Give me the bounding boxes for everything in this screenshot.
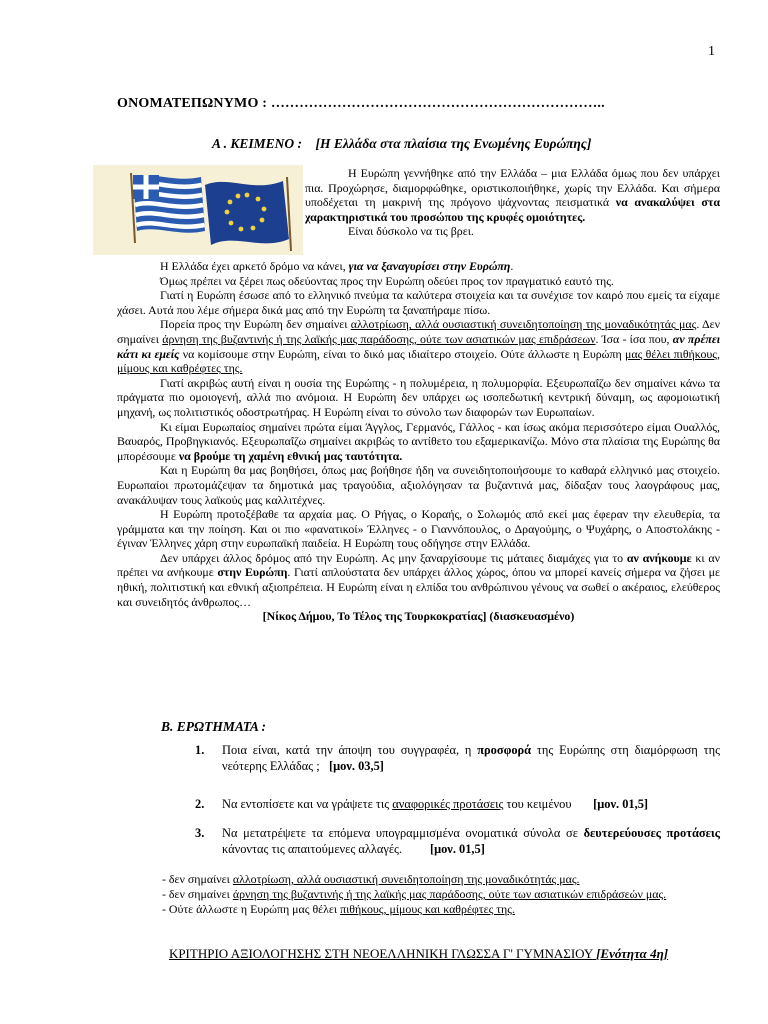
question-1: 1. Ποια είναι, κατά την άποψη του συγγραφέα, η προσφορά της Ευρώπης στη διαμόρφωση της νεότερης Ελλάδας ; [μον. 03,5] bbox=[195, 743, 720, 773]
main-text bbox=[117, 259, 720, 624]
section-a-heading bbox=[212, 136, 591, 152]
page-number: 1 bbox=[708, 44, 715, 59]
question-number: 1. bbox=[195, 743, 205, 757]
greek-eu-flags-image bbox=[93, 165, 303, 255]
paragraph-10: Δεν υπάρχει άλλος δρόμος από την Ευρώπη. Ας μην ξαναρχίσουμε τις μάταιες διαμάχες για το αν ανήκουμε κι αν πρέπει να ανήκουμε στην Ευρώπη. Γιατί απλούστατα δεν υπάρχει άλλος χώρος, όπου να μπορεί κανείς σήμερα να ζήσει με ηθική, πολιτιστική και εθνική αξιοπρέπεια. Η Ευρώπη είναι η ελπίδα του ανθρώπινου γένους να σωθεί ο ακέραιος, ελεύθερος και συνειδητός άνθρωπος… bbox=[117, 550, 721, 609]
footer-unit: [Ενότητα 4η] bbox=[596, 946, 669, 961]
section-a-title: [Η Ελλάδα στα πλαίσια της Ενωμένης Ευρώπης] bbox=[315, 136, 592, 151]
example-3: - Ούτε άλλωστε η Ευρώπη μας θέλει πιθήκους, μίμους και καθρέφτες της. bbox=[162, 902, 515, 916]
eu-flag-icon bbox=[205, 177, 291, 251]
question-points: [μον. 03,5] bbox=[329, 758, 384, 773]
text-source: [Νίκος Δήμου, Το Τέλος της Τουρκοκρατίας] (διασκευασμένο) bbox=[262, 609, 575, 624]
question-points: [μον. 01,5] bbox=[429, 841, 485, 856]
section-b-heading: Β. ΕΡΩΤΗΜΑΤΑ : bbox=[161, 719, 267, 734]
example-1: - δεν σημαίνει αλλοτρίωση, αλλά ουσιαστική συνειδητοποίηση της μοναδικότητάς μας. bbox=[162, 872, 580, 886]
paragraph-2: Η Ελλάδα έχει αρκετό δρόμο να κάνει, για να ξαναγυρίσει στην Ευρώπη. bbox=[160, 259, 514, 273]
paragraph-6: Γιατί ακριβώς αυτή είναι η ουσία της Ευρώπης - η πολυμέρεια, η πολυμορφία. Εξευρωπαΐζω δεν σημαίνει κάνω τα πράγματα πιο ομοιογενή, αλλά πιο ανόμοια. Η Ευρώπη δεν υπάρχει ως ισοπεδωτική κεντρική δύναμη, ως αφομοιωτική μηχανή, ως πολιτιστικός οδοστρωτήρας. Η Ευρώπη είναι το σύνολο των διαφορών των Ευρωπαίων. bbox=[117, 375, 720, 419]
section-a-label: Α . ΚΕΙΜΕΝΟ : bbox=[212, 136, 303, 151]
intro-paragraph bbox=[305, 166, 720, 239]
question-number: 2. bbox=[195, 797, 205, 811]
underlined-examples bbox=[162, 872, 720, 917]
question-2: 2. Να εντοπίσετε και να γράψετε τις αναφορικές προτάσεις του κειμένου [μον. 01,5] bbox=[195, 797, 649, 811]
paragraph-9: Η Ευρώπη προτοξέβαθε τα αρχαία μας. Ο Ρήγας, ο Κοραής, ο Σολωμός από εκεί μας έφεραν την ελευθερία, τα γράμματα και την ποίηση. Και οι πιο «φανατικοί» Έλληνες - ο Γιαννόπουλος, ο Δραγούμης, ο Ψυχάρης, ο Αποστολάκης - έγιναν Έλληνες χάρη στην ευρωπαϊκή παιδεία. Η Ευρώπη τους οδήγησε στην Ελλάδα. bbox=[117, 507, 720, 551]
question-number: 3. bbox=[195, 826, 205, 840]
intro-text: Η Ευρώπη γεννήθηκε από την Ελλάδα – μια Ελλάδα όμως που δεν υπάρχει πια. Προχώρησε, διαμορφώθηκε, οριστικοποιήθηκε, χωρίς την Ελλάδα. Και σήμερα υποδέχεται τη μακρινή της πρόγονο ψάχνοντας πεισματικά bbox=[305, 166, 720, 210]
intro-bold-text: να ανακαλύψει στα χαρακτηριστικά του προσώπου της κρυφές ομοιότητες. bbox=[305, 195, 720, 224]
intro-last-line: Είναι δύσκολο να τις βρει. bbox=[348, 224, 474, 239]
paragraph-3: Όμως πρέπει να ξέρει πως οδεύοντας προς την Ευρώπη οδεύει προς τον πραγματικό εαυτό της. bbox=[160, 273, 614, 288]
student-name-line: ΟΝΟΜΑΤΕΠΩΝΥΜΟ : …………………………………………………………….. bbox=[117, 96, 605, 111]
example-2: - δεν σημαίνει άρνηση της βυζαντινής ή της λαϊκής μας παράδοσης, ούτε των ασιατικών επιδράσεών μας. bbox=[162, 887, 667, 901]
paragraph-7: Κι είμαι Ευρωπαίος σημαίνει πρώτα είμαι Άγγλος, Γερμανός, Γάλλος - και ίσως ακόμα περισσότερο είμαι Ουαλλός, Βαυαρός, Προβηγκιανός. Εξευρωπαΐζω σημαίνει ακριβώς το αντίθετο του εξαμερικανίζω. Μόνο στα πλαίσια της Ευρώπης θα μπορέσουμε να βρούμε τη χαμένη εθνική μας ταυτότητα. bbox=[117, 419, 720, 463]
footer-title: ΚΡΙΤΗΡΙΟ ΑΞΙΟΛΟΓΗΣΗΣ ΣΤΗ ΝΕΟΕΛΛΗΝΙΚΗ ΓΛΩΣΣΑ Γ' ΓΥΜΝΑΣΙΟΥ [Ενότητα 4η] bbox=[168, 946, 669, 961]
paragraph-8: Και η Ευρώπη θα μας βοηθήσει, όπως μας βοήθησε ήδη να συνειδητοποιήσουμε το καθαρά ελληνικό μας στοιχείο. Ευρωπαίοι πρωτομάζεψαν τα δημοτικά μας τραγούδια, αξιολόγησαν τα βυζαντινά μας, δίδαξαν τους λαογράφους μας, ανακάλυψαν τους λαϊκούς μας καλλιτέχνες. bbox=[117, 463, 720, 507]
paragraph-5: Πορεία προς την Ευρώπη δεν σημαίνει αλλοτρίωση, αλλά ουσιαστική συνειδητοποίηση της μοναδικότητάς μας. Δεν σημαίνει άρνηση της βυζαντινής ή της λαϊκής μας παράδοσης, ούτε των ασιατικών μας επιδράσεων. Ίσα - ίσα που, αν πρέπει κάτι κι εμείς να κομίσουμε στην Ευρώπη, είναι το δικό μας ιδιαίτερο στοιχείο. Ούτε άλλωστε η Ευρώπη μας θέλει πιθήκους, μίμους και καθρέφτες της. bbox=[117, 317, 721, 376]
question-points: [μον. 01,5] bbox=[593, 797, 649, 811]
paragraph-4: Γιατί η Ευρώπη έσωσε από το ελληνικό πνεύμα τα καλύτερα στοιχεία και τα συνέχισε τον καιρό που εμείς τα είχαμε χάσει. Αυτά που λέμε σήμερα δικά μας από την Ευρώπη τα ξαναπήραμε πίσω. bbox=[117, 288, 720, 317]
question-3: 3. Να μετατρέψετε τα επόμενα υπογραμμισμένα ονοματικά σύνολα σε δευτερεύουσες προτάσεις κάνοντας τις απαιτούμενες αλλαγές. [μον. 01,5] bbox=[195, 826, 720, 856]
